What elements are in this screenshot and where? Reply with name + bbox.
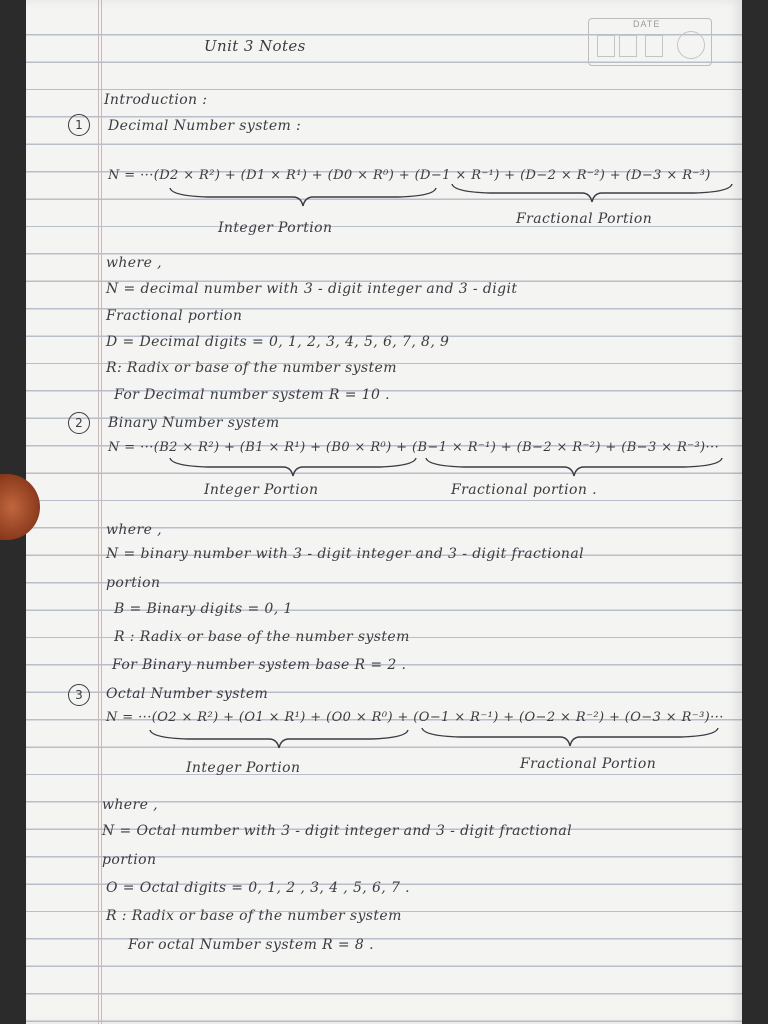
octal-n-line2: portion [102, 852, 157, 868]
binary-b-line: B = Binary digits = 0, 1 [114, 601, 293, 617]
decimal-fraction-label: Fractional Portion [516, 211, 653, 227]
fraction-brace-icon [420, 726, 720, 748]
integer-brace-icon [148, 728, 410, 750]
decimal-heading: Decimal Number system : [108, 118, 302, 134]
decimal-integer-label: Integer Portion [218, 220, 333, 236]
integer-brace-icon [168, 456, 418, 478]
decimal-n-line1: N = decimal number with 3 - digit integer and 3 - digit [106, 281, 518, 297]
binary-integer-label: Integer Portion [204, 482, 319, 498]
octal-n-line1: N = Octal number with 3 - digit integer and 3 - digit fractional [102, 823, 572, 839]
octal-o-line: O = Octal digits = 0, 1, 2 , 3, 4 , 5, 6, 7 . [106, 880, 411, 896]
date-cell [645, 35, 663, 57]
octal-for-line: For octal Number system R = 8 . [128, 937, 374, 953]
binary-fraction-label: Fractional portion . [451, 482, 597, 498]
date-cell [619, 35, 637, 57]
page-title: Unit 3 Notes [204, 37, 306, 55]
fraction-brace-icon [450, 182, 734, 204]
decimal-d-line: D = Decimal digits = 0, 1, 2, 3, 4, 5, 6, 7, 8, 9 [106, 334, 450, 350]
octal-heading: Octal Number system [106, 686, 269, 702]
date-box [588, 18, 712, 66]
binary-formula: N = ···(B2 × R²) + (B1 × R¹) + (B0 × R⁰) + (B−1 × R⁻¹) + (B−2 × R⁻²) + (B−3 × R⁻³)··· [108, 440, 720, 455]
binary-for-line: For Binary number system base R = 2 . [112, 657, 407, 673]
binary-r-line: R : Radix or base of the number system [114, 629, 410, 645]
section-number-3: 3 [68, 684, 90, 706]
margin-line [98, 0, 99, 1024]
binary-heading: Binary Number system [108, 415, 280, 431]
octal-formula: N = ···(O2 × R²) + (O1 × R¹) + (O0 × R⁰) + (O−1 × R⁻¹) + (O−2 × R⁻²) + (O−3 × R⁻³)··· [106, 710, 724, 725]
page-stamp-icon [677, 31, 705, 59]
notebook-page [26, 0, 742, 1024]
octal-r-line: R : Radix or base of the number system [106, 908, 402, 924]
decimal-n-line2: Fractional portion [106, 308, 243, 324]
decimal-formula: N = ···(D2 × R²) + (D1 × R¹) + (D0 × R⁰) + (D−1 × R⁻¹) + (D−2 × R⁻²) + (D−3 × R⁻³) [108, 168, 711, 183]
binary-n-line2: portion [106, 575, 161, 591]
octal-integer-label: Integer Portion [186, 760, 301, 776]
decimal-where: where , [106, 255, 162, 271]
decimal-r-line: R: Radix or base of the number system [106, 360, 397, 376]
margin-line-inner [101, 0, 102, 1024]
octal-where: where , [102, 797, 158, 813]
integer-brace-icon [168, 186, 438, 208]
binary-n-line1: N = binary number with 3 - digit integer and 3 - digit fractional [106, 546, 584, 562]
section-number-1: 1 [68, 114, 90, 136]
decimal-for-line: For Decimal number system R = 10 . [114, 387, 390, 403]
intro-heading: Introduction : [104, 92, 208, 108]
date-cell [597, 35, 615, 57]
date-label: DATE [633, 19, 661, 29]
section-number-2: 2 [68, 412, 90, 434]
octal-fraction-label: Fractional Portion [520, 756, 657, 772]
binary-where: where , [106, 522, 162, 538]
fraction-brace-icon [424, 456, 724, 478]
